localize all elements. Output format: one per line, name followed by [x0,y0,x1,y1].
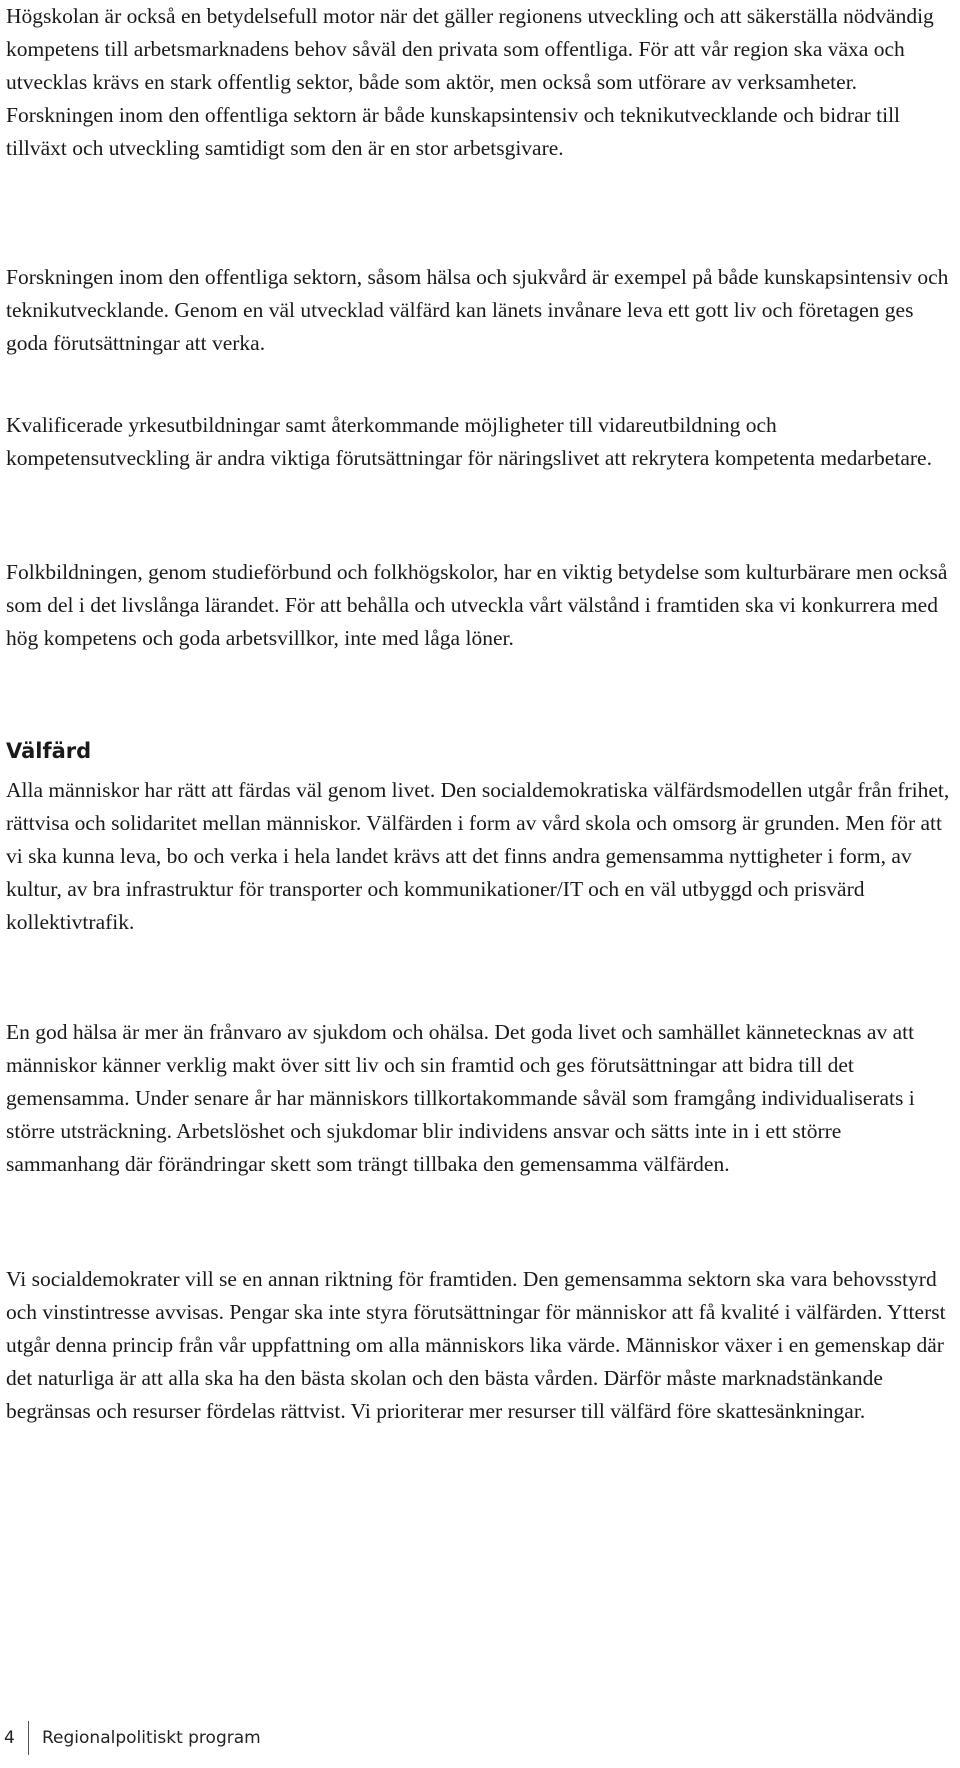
page-footer [4,1721,261,1755]
paragraph-folkbildningen: Folkbildningen, genom studieförbund och folkhögskolor, har en viktig betydelse som kulturbärare men också som del i det livslånga lärandet. För att behålla och utveckla vårt välstånd i framtiden ska vi konkurrera med hög kompetens och goda arbetsvillkor, inte med låga löner. [6,560,948,650]
document-title: Regionalpolitiskt program [42,1728,261,1748]
page-number: 4 [4,1728,15,1748]
paragraph-yrkesutbildningar: Kvalificerade yrkesutbildningar samt återkommande möjligheter till vidareutbildning och kompetensutveckling är andra viktiga förutsättningar för näringslivet att rekrytera kompetenta medarbetare. [6,413,932,470]
footer-divider [28,1721,29,1755]
section-heading-valfard: Välfärd [6,739,92,763]
paragraph-hogskolan: Högskolan är också en betydelsefull motor när det gäller regionens utveckling och att säkerställa nödvändig kompetens till arbetsmarknadens behov såväl den privata som offentliga. För att vår region ska växa och utvecklas krävs en stark offentlig sektor, både som aktör, men också som utförare av verksamheter. Forskningen inom den offentliga sektorn är både kunskapsintensiv och teknikutvecklande och bidrar till tillväxt och utveckling samtidigt som den är en stor arbetsgivare. [6,4,934,160]
paragraph-forskningen: Forskningen inom den offentliga sektorn, såsom hälsa och sjukvård är exempel på både kunskapsintensiv och teknikutvecklande. Genom en väl utvecklad välfärd kan länets invånare leva ett gott liv och företagen ges goda förutsättningar att verka. [6,265,949,355]
paragraph-socialdemokrater: Vi socialdemokrater vill se en annan riktning för framtiden. Den gemensamma sektorn ska vara behovsstyrd och vinstintresse avvisas. Pengar ska inte styra förutsättningar för människor att få kvalité i välfärden. Ytterst utgår denna princip från vår uppfattning om alla människors lika värde. Människor växer i en gemenskap där det naturliga är att alla ska ha den bästa skolan och den bästa vården. Därför måste marknadstänkande begränsas och resurser fördelas rättvist. Vi prioriterar mer resurser till välfärd före skattesänkningar. [6,1267,946,1423]
paragraph-valfard-intro: Alla människor har rätt att färdas väl genom livet. Den socialdemokratiska välfärdsmodellen utgår från frihet, rättvisa och solidaritet mellan människor. Välfärden i form av vård skola och omsorg är grunden. Men för att vi ska kunna leva, bo och verka i hela landet krävs att det finns andra gemensamma nyttigheter i form, av kultur, av bra infrastruktur för transporter och kommunikationer/IT och en väl utbyggd och prisvärd kollektivtrafik. [6,778,950,934]
paragraph-god-halsa: En god hälsa är mer än frånvaro av sjukdom och ohälsa. Det goda livet och samhället kännetecknas av att människor känner verklig makt över sitt liv och sin framtid och ges förutsättningar att bidra till det gemensamma. Under senare år har människors tillkortakommande såväl som framgång individualiserats i större utsträckning. Arbetslöshet och sjukdomar blir individens ansvar och sätts inte in i ett större sammanhang där förändringar skett som trängt tillbaka den gemensamma välfärden. [6,1020,915,1176]
